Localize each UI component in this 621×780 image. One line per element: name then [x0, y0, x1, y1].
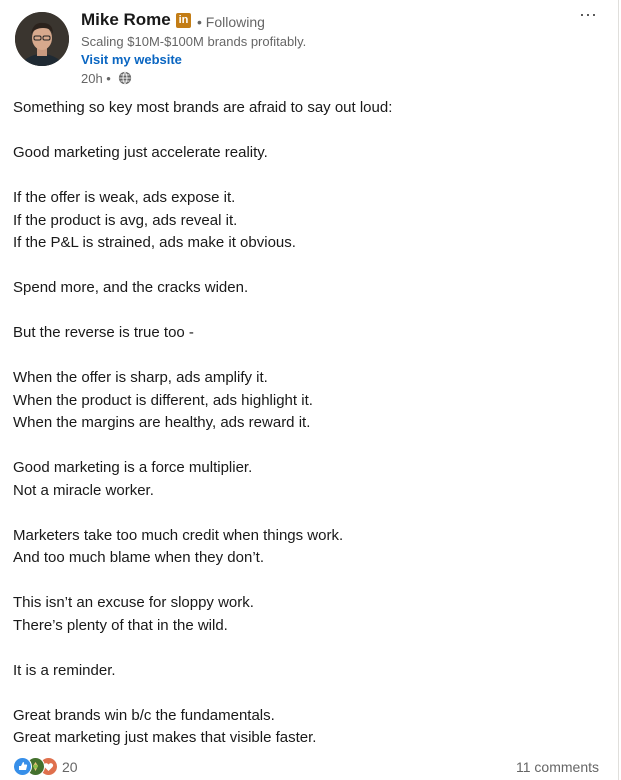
post-line: If the P&L is strained, ads make it obvious.	[13, 234, 296, 251]
author-headline: Scaling $10M-$100M brands profitably.	[81, 34, 307, 49]
profile-photo-icon	[15, 12, 69, 66]
linkedin-premium-icon: in	[176, 13, 191, 28]
more-options-button[interactable]: ···	[579, 4, 597, 24]
post-line: Good marketing is a force multiplier.	[13, 459, 253, 476]
post-line: Not a miracle worker.	[13, 481, 154, 499]
post-line: When the margins are healthy, ads reward it.	[13, 414, 311, 431]
post-paragraph	[13, 705, 603, 750]
post-line: Spend more, and the cracks widen.	[13, 279, 249, 296]
post-timestamp: 20h •	[81, 71, 111, 86]
author-avatar[interactable]	[15, 12, 69, 66]
post-paragraph	[13, 457, 603, 502]
post-paragraph	[13, 525, 603, 570]
post-line: If the offer is weak, ads expose it.	[13, 189, 236, 206]
post-line: Great brands win b/c the fundamentals.	[13, 706, 275, 724]
post-line: If the product is avg, ads reveal it.	[13, 211, 238, 229]
post-paragraph	[13, 187, 603, 255]
author-name[interactable]: Mike Rome	[81, 10, 171, 29]
post-line: Something so key most brands are afraid to say out loud:	[13, 99, 393, 116]
reaction-count[interactable]: 20	[62, 759, 78, 775]
globe-icon	[118, 71, 132, 85]
post-line: When the offer is sharp, ads amplify it.	[13, 369, 268, 386]
post-text	[13, 97, 603, 772]
like-icon	[13, 757, 32, 776]
post-paragraph	[13, 97, 603, 120]
post-paragraph	[13, 660, 603, 683]
post-line: Good marketing just accelerate reality.	[13, 144, 268, 161]
post-paragraph	[13, 277, 603, 300]
post-line: When the product is different, ads highlight it.	[13, 391, 313, 409]
post-paragraph	[13, 592, 603, 637]
post-paragraph	[13, 142, 603, 165]
visit-website-link[interactable]: Visit my website	[81, 52, 182, 67]
post-line: But the reverse is true too -	[13, 324, 194, 341]
post-paragraph	[13, 322, 603, 345]
post-paragraph	[13, 367, 603, 435]
post-line: And too much blame when they don’t.	[13, 549, 264, 566]
post-line: There’s plenty of that in the wild.	[13, 616, 228, 634]
post-line: It is a reminder.	[13, 661, 116, 679]
post-line: Great marketing just makes that visible faster.	[13, 729, 317, 746]
post-line: Marketers take too much credit when things work.	[13, 526, 344, 544]
follow-status: • Following	[197, 14, 265, 30]
post-line: This isn’t an excuse for sloppy work.	[13, 594, 254, 611]
comments-count-link[interactable]: 11 comments	[516, 759, 599, 775]
